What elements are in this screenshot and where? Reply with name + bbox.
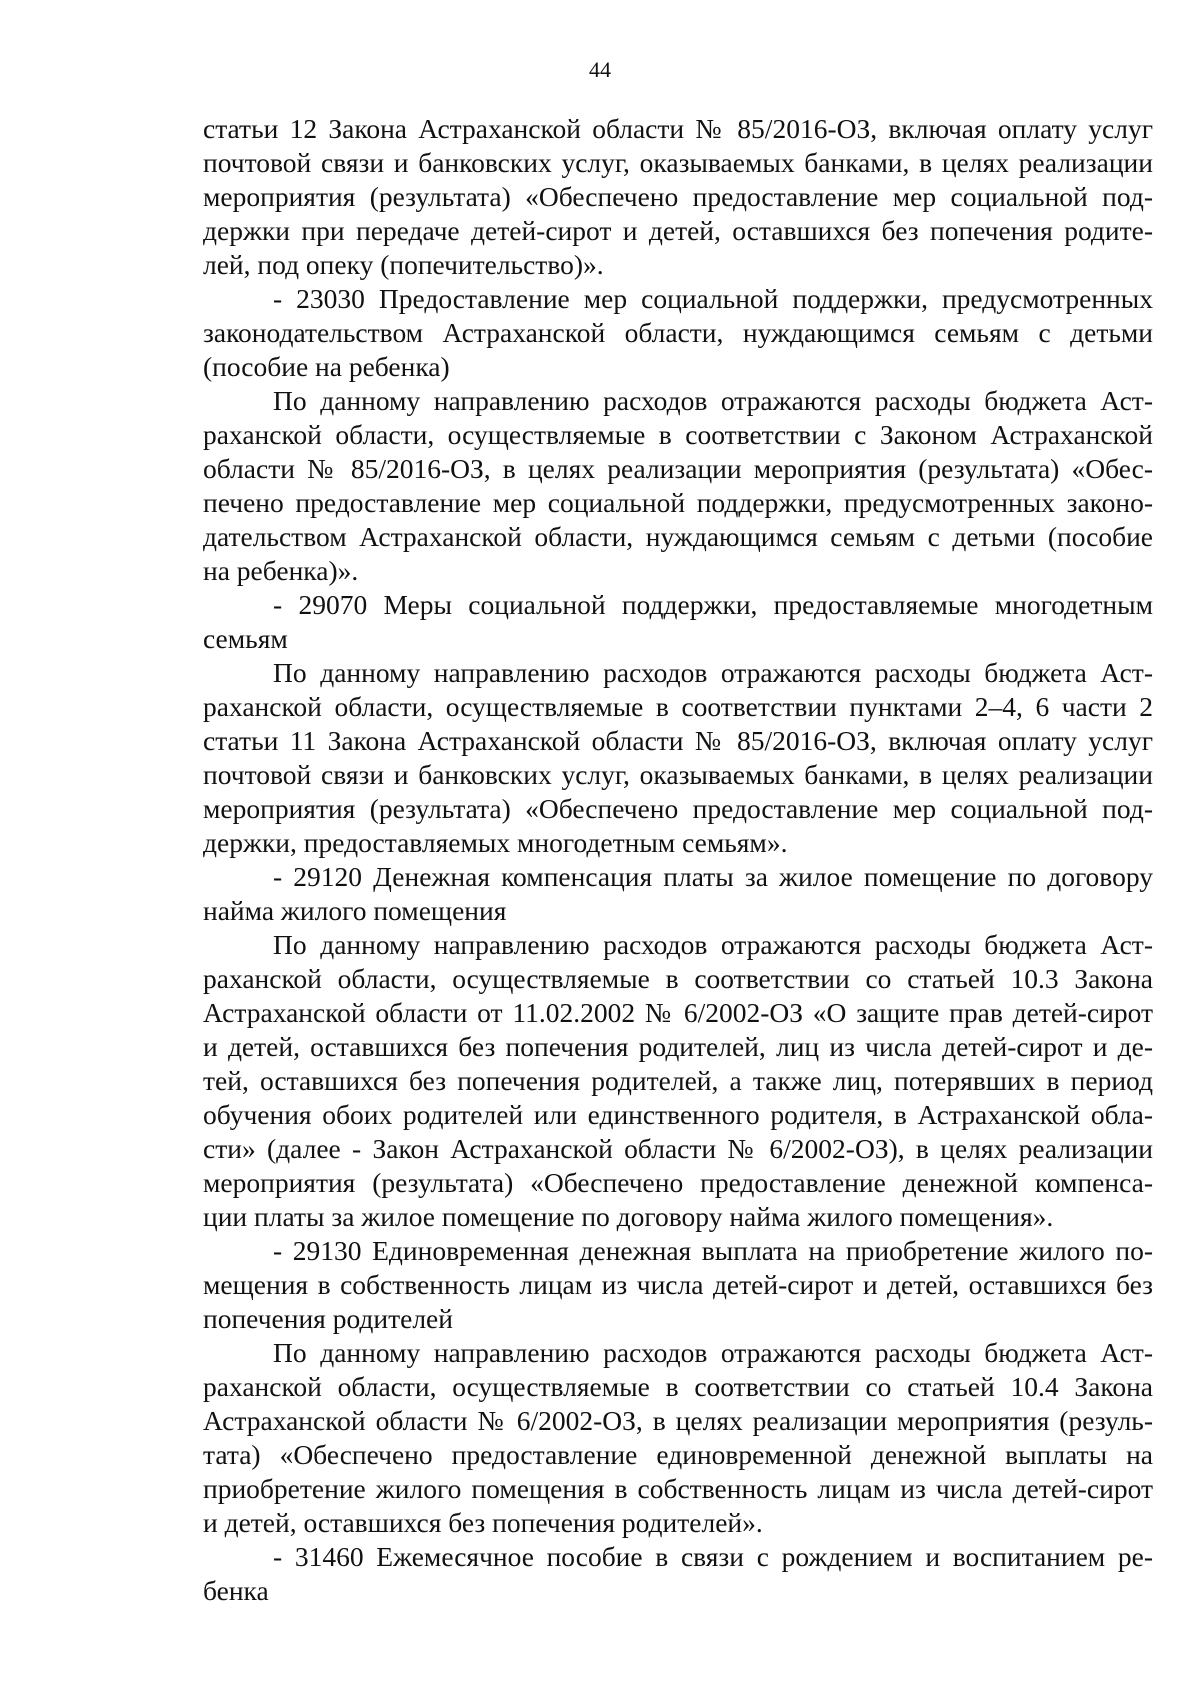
- text-line: и детей, оставшихся без попечения родителей».: [203, 1507, 763, 1538]
- text-line: бенка: [203, 1575, 269, 1606]
- text-line: лей, под опеку (попечительство)».: [203, 249, 604, 280]
- text-line: статьи 12 Закона Астраханской области № 85/2016-ОЗ, включая оплату услуг: [203, 113, 1153, 144]
- text-line: раханской области, осуществляемые в соответствии со статьей 10.4 Закона: [203, 1371, 1153, 1402]
- text-line: попечения родителей: [203, 1303, 453, 1334]
- text-line: обучения обоих родителей или единственного родителя, в Астраханской обла-: [203, 1099, 1153, 1130]
- text-line: мещения в собственность лицам из числа детей-сирот и детей, оставшихся без: [203, 1269, 1153, 1300]
- text-line: - 29070 Меры социальной поддержки, предоставляемые многодетным: [273, 589, 1153, 620]
- text-line: семьям: [203, 623, 288, 654]
- text-line: держки, предоставляемых многодетным семьям».: [203, 827, 788, 858]
- text-line: статьи 11 Закона Астраханской области № 85/2016-ОЗ, включая оплату услуг: [203, 725, 1153, 756]
- text-line: найма жилого помещения: [203, 895, 507, 926]
- text-line: По данному направлению расходов отражаются расходы бюджета Аст-: [273, 385, 1153, 416]
- text-line: на ребенка)».: [203, 555, 359, 586]
- text-line: приобретение жилого помещения в собственность лицам из числа детей-сирот: [203, 1473, 1153, 1504]
- text-line: Астраханской области № 6/2002-ОЗ, в целях реализации мероприятия (резуль-: [203, 1405, 1153, 1436]
- text-line: печено предоставление мер социальной поддержки, предусмотренных законо-: [203, 487, 1153, 518]
- text-line: По данному направлению расходов отражаются расходы бюджета Аст-: [273, 1337, 1153, 1368]
- text-line: мероприятия (результата) «Обеспечено предоставление мер социальной под-: [203, 181, 1153, 212]
- text-line: тата) «Обеспечено предоставление единовременной денежной выплаты на: [203, 1439, 1153, 1470]
- text-line: держки при передаче детей-сирот и детей, оставшихся без попечения родите-: [203, 215, 1153, 246]
- text-line: - 23030 Предоставление мер социальной поддержки, предусмотренных: [273, 283, 1153, 314]
- text-line: раханской области, осуществляемые в соответствии со статьей 10.3 Закона: [203, 963, 1153, 994]
- text-line: мероприятия (результата) «Обеспечено предоставление денежной компенса-: [203, 1167, 1153, 1198]
- text-line: Астраханской области от 11.02.2002 № 6/2002-ОЗ «О защите прав детей-сирот: [203, 997, 1153, 1028]
- text-line: По данному направлению расходов отражаются расходы бюджета Аст-: [273, 657, 1153, 688]
- page-number: 44: [589, 57, 611, 82]
- text-line: ции платы за жилое помещение по договору найма жилого помещения».: [203, 1201, 1054, 1232]
- body-text: [203, 112, 1153, 1608]
- text-line: раханской области, осуществляемые в соответствии пунктами 2–4, 6 части 2: [203, 691, 1153, 722]
- text-line: - 31460 Ежемесячное пособие в связи с рождением и воспитанием ре-: [273, 1541, 1153, 1572]
- text-line: - 29120 Денежная компенсация платы за жилое помещение по договору: [273, 861, 1153, 892]
- text-line: законодательством Астраханской области, нуждающимся семьям с детьми: [203, 317, 1153, 348]
- text-line: По данному направлению расходов отражаются расходы бюджета Аст-: [273, 929, 1153, 960]
- text-line: дательством Астраханской области, нуждающимся семьям с детьми (пособие: [203, 521, 1153, 552]
- text-line: раханской области, осуществляемые в соответствии с Законом Астраханской: [203, 419, 1153, 450]
- text-line: почтовой связи и банковских услуг, оказываемых банками, в целях реализации: [203, 147, 1153, 178]
- text-line: сти» (далее - Закон Астраханской области № 6/2002-ОЗ), в целях реализации: [203, 1133, 1153, 1164]
- text-line: области № 85/2016-ОЗ, в целях реализации мероприятия (результата) «Обес-: [203, 453, 1153, 484]
- text-line: почтовой связи и банковских услуг, оказываемых банками, в целях реализации: [203, 759, 1153, 790]
- text-line: тей, оставшихся без попечения родителей, а также лиц, потерявших в период: [203, 1065, 1153, 1096]
- text-line: - 29130 Единовременная денежная выплата на приобретение жилого по-: [273, 1235, 1153, 1266]
- text-line: и детей, оставшихся без попечения родителей, лиц из числа детей-сирот и де-: [203, 1031, 1153, 1062]
- text-line: мероприятия (результата) «Обеспечено предоставление мер социальной под-: [203, 793, 1153, 824]
- text-line: (пособие на ребенка): [203, 351, 450, 382]
